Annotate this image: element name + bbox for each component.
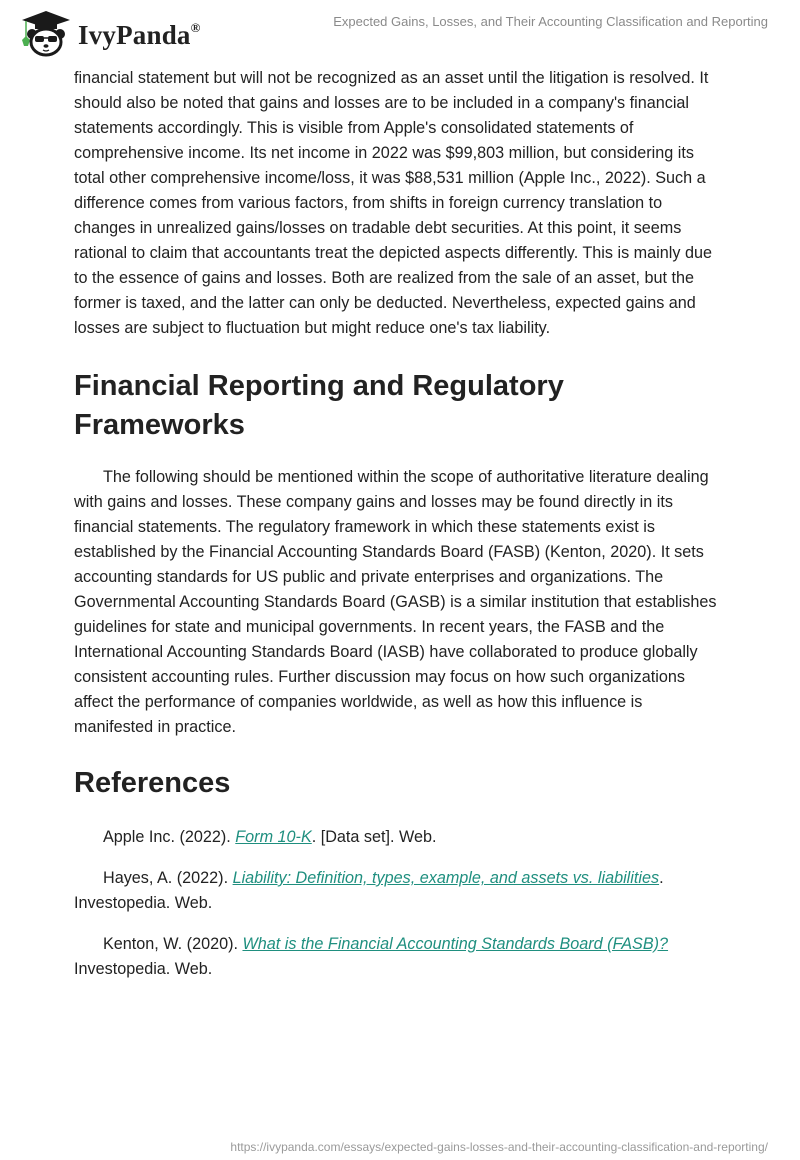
reference-item: Hayes, A. (2022). Liability: Definition, types, example, and assets vs. liabilities. Investopedia. Web. [74, 869, 664, 912]
section-heading: Financial Reporting and Regulatory Frameworks [74, 370, 564, 441]
reference-item: Kenton, W. (2020). What is the Financial Accounting Standards Board (FASB)? Investopedia. Web. [74, 935, 669, 978]
intro-paragraph: financial statement but will not be recognized as an asset until the litigation is resolved. It should also be noted that gains and losses are to be included in a company's financial statements accordingly. This is visible from Apple's consolidated statements of comprehensive income. Its net income in 2022 was $99,803 million, but considering its total other comprehensive income/loss, it was $88,531 million (Apple Inc., 2022). Such a difference comes from various factors, from shifts in foreign currency translation to changes in unrealized gains/losses on tradable debt securities. At this point, it seems rational to claim that accountants treat the depicted aspects differently. This is mainly due to the essence of gains and losses. Both are realized from the sale of an asset, but the former is taxed, and the latter can only be deducted. Nevertheless, expected gains and losses are subject to fluctuation but might reduce one's tax liability. [74, 69, 712, 337]
ivypanda-logo[interactable] [16, 8, 201, 63]
page-header [0, 0, 800, 60]
panda-graduate-icon [16, 8, 72, 63]
references-list [74, 825, 724, 982]
document-title: Expected Gains, Losses, and Their Accounting Classification and Reporting [333, 14, 768, 29]
footer-url[interactable]: https://ivypanda.com/essays/expected-gains-losses-and-their-accounting-classification-and-reporting/ [230, 1140, 768, 1154]
brand-name: IvyPanda® [78, 20, 201, 50]
reference-link[interactable]: What is the Financial Accounting Standards Board (FASB)? [242, 935, 669, 953]
reference-item: Apple Inc. (2022). Form 10-K. [Data set]. Web. [103, 828, 437, 846]
reference-link[interactable]: Form 10-K [235, 828, 312, 846]
essay-content [74, 66, 724, 998]
section-paragraph: The following should be mentioned within the scope of authoritative literature dealing with gains and losses. These company gains and losses may be found directly in its financial statements. The regulatory framework in which these statements exist is established by the Financial Accounting Standards Board (FASB) (Kenton, 2020). It sets accounting standards for US public and private enterprises and organizations. The Governmental Accounting Standards Board (GASB) is a similar institution that establishes guidelines for state and municipal governments. In recent years, the FASB and the International Accounting Standards Board (IASB) have collaborated to produce globally consistent accounting rules. Further discussion may focus on how such organizations affect the performance of companies worldwide, as well as how this influence is manifested in practice. [74, 468, 717, 736]
references-heading: References [74, 767, 231, 799]
reference-link[interactable]: Liability: Definition, types, example, and assets vs. liabilities [232, 869, 660, 887]
